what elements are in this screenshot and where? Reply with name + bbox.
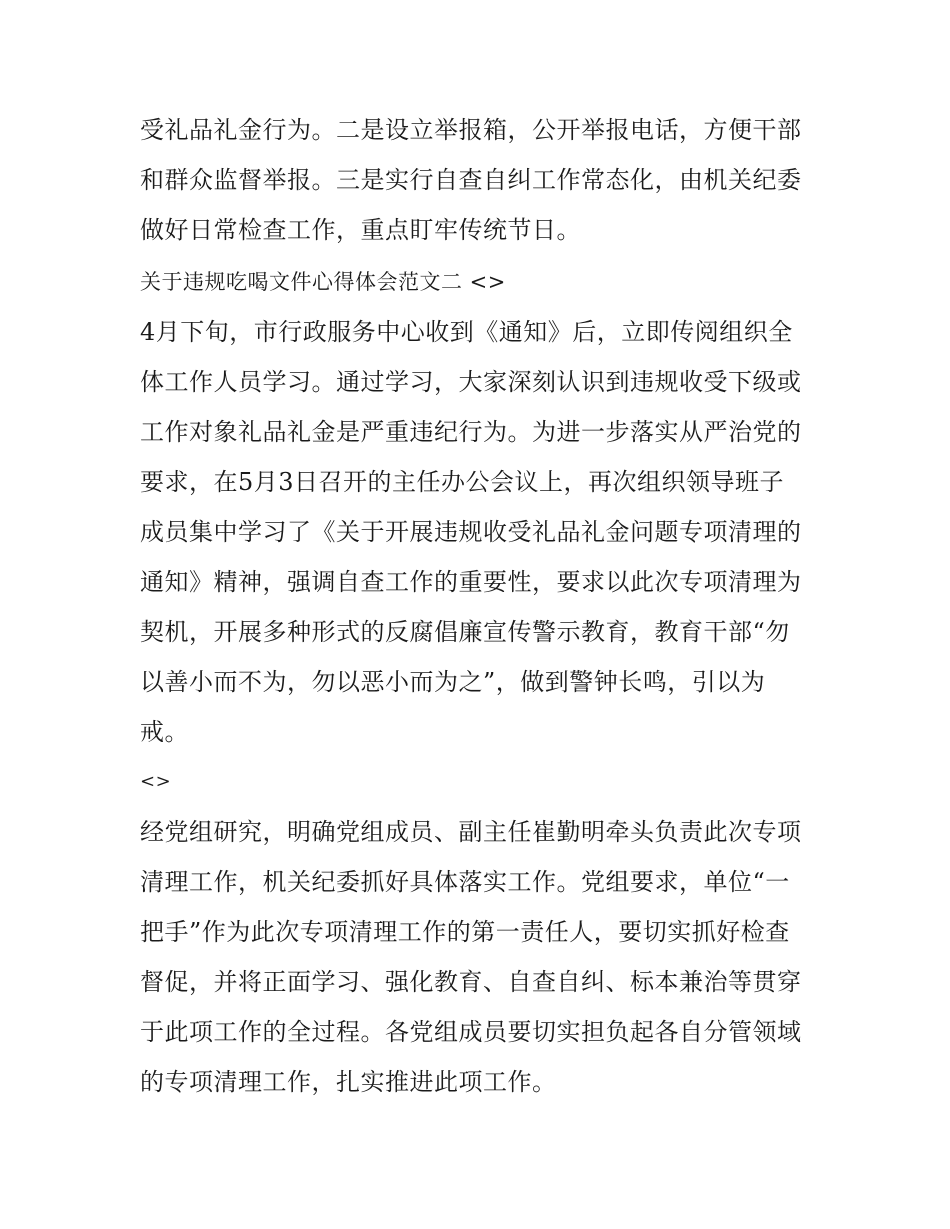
text-line: 4月下旬，市行政服务中心收到《通知》后，立即传阅组织全 bbox=[140, 318, 793, 346]
text-line: 要求，在5月3日召开的主任办公会议上，再次组织领导班子 bbox=[140, 468, 785, 496]
text-line: 通知》精神，强调自查工作的重要性，要求以此次专项清理为 bbox=[140, 568, 802, 596]
text-line: 工作对象礼品礼金是严重违纪行为。为进一步落实从严治党的 bbox=[140, 418, 802, 446]
text-line: 清理工作，机关纪委抓好具体落实工作。党组要求，单位“一 bbox=[140, 868, 790, 896]
text-line: 的专项清理工作，扎实推进此项工作。 bbox=[140, 1068, 557, 1096]
text-line: 以善小而不为，勿以恶小而为之”，做到警钟长鸣，引以为 bbox=[140, 668, 766, 696]
text-line: 体工作人员学习。通过学习，大家深刻认识到违规收受下级或 bbox=[140, 368, 802, 396]
text-line: 戒。 bbox=[140, 718, 189, 746]
text-line: 和群众监督举报。三是实行自查自纠工作常态化，由机关纪委 bbox=[140, 166, 802, 194]
text-line: 经党组研究，明确党组成员、副主任崔勤明牵头负责此次专项 bbox=[140, 818, 802, 846]
text-line: 成员集中学习了《关于开展违规收受礼品礼金问题专项清理的 bbox=[140, 518, 802, 546]
text-line: 督促，并将正面学习、强化教育、自查自纠、标本兼治等贯穿 bbox=[140, 968, 802, 996]
section-heading: 关于违规吃喝文件心得体会范文二 <> bbox=[140, 270, 506, 294]
text-line: 于此项工作的全过程。各党组成员要切实担负起各自分管领域 bbox=[140, 1018, 802, 1046]
text-line: 契机，开展多种形式的反腐倡廉宣传警示教育，教育干部“勿 bbox=[140, 618, 790, 646]
text-line: 受礼品礼金行为。二是设立举报箱，公开举报电话，方便干部 bbox=[140, 116, 802, 144]
text-line: 做好日常检查工作，重点盯牢传统节日。 bbox=[140, 216, 581, 244]
separator-marker: <> bbox=[140, 771, 172, 792]
text-line: 把手”作为此次专项清理工作的第一责任人，要切实抓好检查 bbox=[140, 918, 790, 946]
